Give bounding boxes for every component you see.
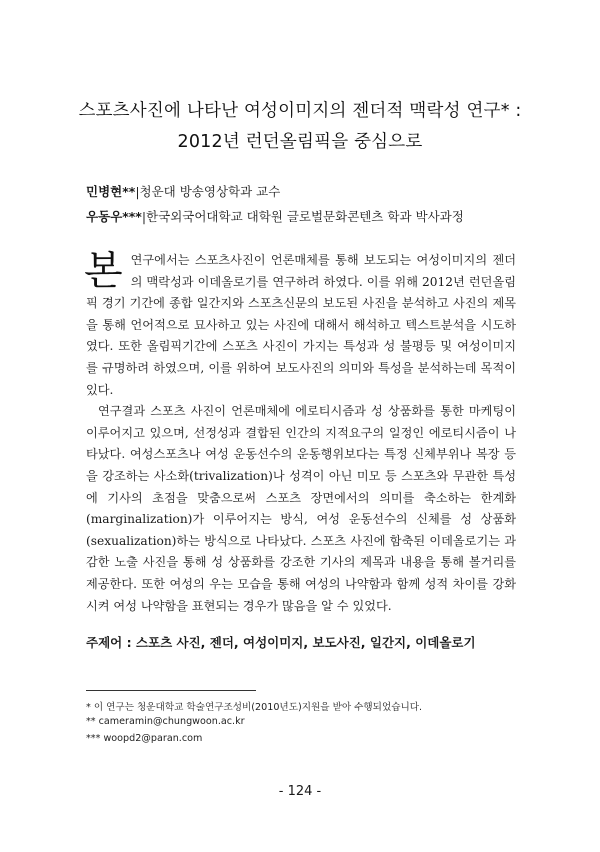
author-2 <box>86 207 464 225</box>
author-2-name: 우동우*** <box>86 209 142 224</box>
abstract-paragraph-2: 연구결과 스포츠 사진이 언론매체에 에로티시즘과 성 상품화를 통한 마케팅이 이루어지고 있으며, 선정성과 결합된 인간의 지적요구의 일정인 에로티시즘이 나타났다. 여성스포츠나 여성 운동선수의 운동행위보다는 특정 신체부위나 복장 등을 강조하는 사소화(trivalization)나 성격이 아닌 미모 등 스포츠와 무관한 특성에 기사의 초점을 맞춤으로써 스포츠 장면에서의 의미를 축소하는 한계화(marginalization)가 이루어지는 방식, 여성 운동선수의 신체를 성 상품화(sexualization)하는 방식으로 나타났다. 스포츠 사진에 함축된 이데올로기는 과감한 노출 사진을 통해 성 상품화를 강조한 기사의 제목과 내용을 통해 볼거리를 제공한다. 또한 여성의 우는 모습을 통해 여성의 나약함과 함께 성적 차이를 강화시켜 여성 나약함을 표현되는 경우가 많음을 알 수 있었다. <box>86 404 516 613</box>
author-1-affiliation: |청운대 방송영상학과 교수 <box>135 184 281 199</box>
footnote-3: *** woopd2@paran.com <box>86 733 203 744</box>
author-1-name: 민병현** <box>86 184 136 199</box>
abstract <box>86 250 516 617</box>
author-2-affiliation: |한국외국어대학교 대학원 글로벌문화콘텐츠 학과 박사과정 <box>141 209 464 224</box>
footnote-1: * 이 연구는 청운대학교 학술연구조성비(2010년도)지원을 받아 수행되었습니다. <box>86 702 423 713</box>
footnote-divider <box>86 690 256 691</box>
page-number: - 124 - <box>278 784 322 799</box>
paper-title-line-1: 스포츠사진에 나타난 여성이미지의 젠더적 맥락성 연구* : <box>78 101 522 121</box>
abstract-dropcap: 본 <box>84 248 123 294</box>
author-1 <box>86 182 280 200</box>
abstract-paragraph-1: 연구에서는 스포츠사진이 언론매체를 통해 보도되는 여성이미지의 젠더의 맥락성과 이데올로기를 연구하려 하였다. 이를 위해 2012년 런던올림픽 경기 기간에 종합 일간지와 스포츠신문의 보도된 사진을 분석하고 사진의 제목을 통해 언어적으로 묘사하고 있는 사진에 대해서 해석하고 텍스트분석을 시도하였다. 또한 올림픽기간에 스포츠 사진이 가지는 특성과 성 불평등 및 여성이미지를 규명하려 하였으며, 이를 위하여 보도사진의 의미와 특성을 분석하는데 목적이 있다. <box>86 253 516 397</box>
paper-title-line-2: 2012년 런던올림픽을 중심으로 <box>177 132 423 152</box>
footnote-2: ** cameramin@chungwoon.ac.kr <box>86 716 245 727</box>
keywords: 주제어 : 스포츠 사진, 젠더, 여성이미지, 보도사진, 일간지, 이데올로기 <box>86 635 476 650</box>
